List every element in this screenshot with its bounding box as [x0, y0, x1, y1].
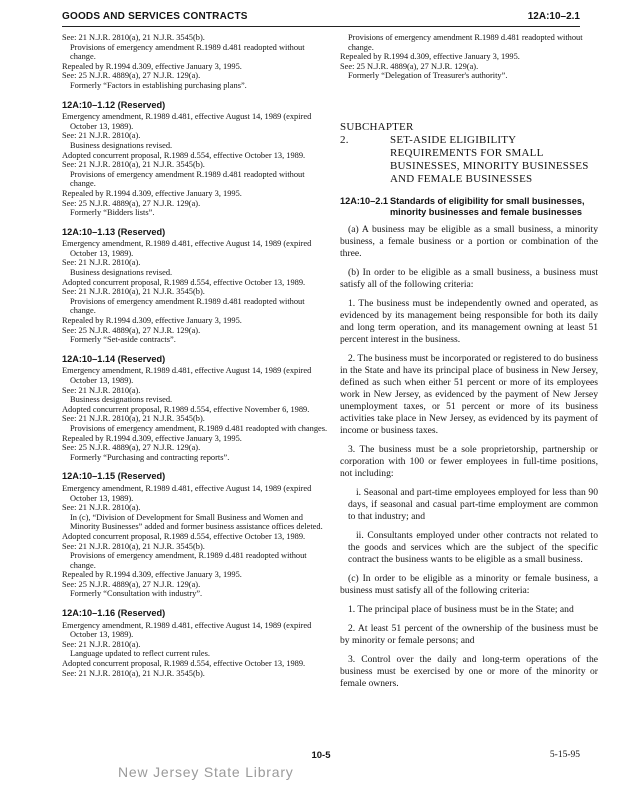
section-heading: 12A:10–1.14 (Reserved)	[62, 353, 166, 364]
right-source-notes	[340, 33, 598, 81]
source-note-line: See: 25 N.J.R. 4889(a), 27 N.J.R. 129(a).	[62, 443, 201, 453]
source-note-line: See: 25 N.J.R. 4889(a), 27 N.J.R. 129(a).	[62, 198, 201, 208]
source-note-line: See: 25 N.J.R. 4889(a), 27 N.J.R. 129(a).	[62, 325, 201, 335]
source-note-line: Provisions of emergency amendment, R.1989 d.481 readopted with changes.	[70, 423, 328, 433]
rule-paragraph: (b) In order to be eligible as a small business, a business must satisfy all of the following criteria:	[340, 266, 598, 290]
supplement-date: 5-15-95	[549, 750, 580, 760]
section-heading: 12A:10–1.15 (Reserved)	[62, 471, 166, 482]
source-note-line: Emergency amendment, R.1989 d.481, effective August 14, 1989 (expired October 13, 1989).	[62, 620, 312, 640]
source-note-line: See: 21 N.J.R. 2810(a).	[62, 503, 141, 513]
source-note-line: Emergency amendment, R.1989 d.481, effective August 14, 1989 (expired October 13, 1989).	[62, 366, 312, 385]
source-note-line: Provisions of emergency amendment, R.1989 d.481 readopted without change.	[70, 551, 307, 570]
subchapter-title: SET-ASIDE ELIGIBILITY REQUIREMENTS FOR SMALL BUSINESSES, MINORITY BUSINESSES AND FEMALE BUSINESSES	[390, 133, 589, 185]
source-note-line: Repealed by R.1994 d.309, effective January 3, 1995.	[62, 316, 242, 326]
rule-paragraph: 2. At least 51 percent of the ownership of the business must be by minority or female persons; and	[340, 622, 598, 646]
right-column	[340, 33, 598, 697]
section-block	[62, 33, 328, 91]
rule-number: 12A:10–2.1	[340, 195, 389, 206]
rule-paragraph: 3. The business must be a sole proprietorship, partnership or corporation with 100 or fewer employees in full-time positions, not including:	[340, 443, 598, 479]
source-note-line: Formerly “Set-aside contracts”.	[70, 335, 176, 345]
source-note-line: Emergency amendment, R.1989 d.481, effective August 14, 1989 (expired October 13, 1989).	[62, 239, 312, 258]
source-note-line: See: 25 N.J.R. 4889(a), 27 N.J.R. 129(a).	[62, 579, 201, 589]
source-note-line: Business designations revised.	[70, 268, 173, 278]
section-heading: 12A:10–1.12 (Reserved)	[62, 99, 166, 110]
source-note-line: See: 21 N.J.R. 2810(a), 21 N.J.R. 3545(b).	[62, 33, 205, 42]
source-note-line: Formerly “Bidders lists”.	[70, 208, 155, 218]
source-note-line: Repealed by R.1994 d.309, effective January 3, 1995.	[62, 433, 242, 443]
source-note-line: Formerly “Purchasing and contracting reports”.	[70, 452, 230, 462]
rule-body	[340, 224, 598, 690]
rule-paragraph: 1. The principal place of business must be in the State; and	[348, 603, 574, 615]
source-note-line: Provisions of emergency amendment R.1989 d.481 readopted without change.	[70, 42, 305, 62]
section-block	[62, 472, 328, 599]
source-note-line: See: 21 N.J.R. 2810(a).	[62, 258, 141, 268]
page-number: 10-5	[311, 750, 331, 761]
source-note-line: See: 25 N.J.R. 4889(a), 27 N.J.R. 129(a).	[62, 71, 201, 81]
source-note-line: Emergency amendment, R.1989 d.481, effective August 14, 1989 (expired October 13, 1989).	[62, 483, 312, 503]
rule-title: Standards of eligibility for small businesses, minority businesses and female businesses	[390, 195, 585, 217]
source-note-line: Business designations revised.	[70, 140, 173, 150]
source-note-line: Formerly “Factors in establishing purchasing plans”.	[70, 80, 247, 90]
section-block	[62, 355, 328, 463]
section-heading: 12A:10–1.13 (Reserved)	[62, 226, 166, 237]
source-note-line: Formerly “Delegation of Treasurer's authority”.	[348, 71, 508, 81]
running-header	[62, 10, 580, 27]
source-note-line: Adopted concurrent proposal, R.1989 d.554, effective October 13, 1989.	[62, 531, 306, 541]
source-note-line: In (c), “Division of Development for Small Business and Women and Minority Businesses” added and former business assistance offices deleted.	[70, 512, 323, 532]
source-note-line: Provisions of emergency amendment R.1989 d.481 readopted without change.	[348, 33, 583, 52]
left-column	[62, 33, 328, 678]
source-note-line: Provisions of emergency amendment R.1989 d.481 readopted without change.	[70, 296, 305, 316]
source-note-line: See: 21 N.J.R. 2810(a).	[62, 385, 141, 395]
rule-paragraph: i. Seasonal and part-time employees employed for less than 90 days, if seasonal and casual part-time employment are common to that industry; and	[348, 486, 598, 522]
rule-paragraph: 3. Control over the daily and long-term operations of the business must be exercised by one or more of the minority or female owners.	[340, 653, 598, 689]
source-note-line: Business designations revised.	[70, 395, 173, 405]
section-block	[62, 228, 328, 345]
source-note-line: See: 21 N.J.R. 2810(a), 21 N.J.R. 3545(b).	[62, 668, 205, 678]
rule-paragraph: 1. The business must be independently owned and operated, as evidenced by its management being responsible for both its daily and long term operation, and its management owning at least 51 percent interest in the business.	[340, 297, 598, 345]
source-note-line: Repealed by R.1994 d.309, effective January 3, 1995.	[62, 61, 242, 71]
source-note-line: Formerly “Consultation with industry”.	[70, 589, 203, 599]
rule-heading	[340, 196, 598, 218]
header-title: GOODS AND SERVICES CONTRACTS	[62, 11, 248, 22]
subchapter-label: SUBCHAPTER 2.	[340, 120, 414, 146]
rule-paragraph: ii. Consultants employed under other contracts not related to the goods and services which are the subject of the specific contract the business wants to be eligible as a small business.	[348, 529, 598, 565]
rule-paragraph: 2. The business must be incorporated or registered to do business in the State and have its principal place of business in New Jersey, defined as such when either 51 percent or more of its employees work in New Jersey, as evidenced by the payment of New Jersey unemployment taxes, or 51 percent or more of its business activities take place in New Jersey, as evidenced by its payment of income or business taxes.	[340, 352, 599, 436]
section-block	[62, 101, 328, 218]
source-note-line: See: 21 N.J.R. 2810(a), 21 N.J.R. 3545(b).	[62, 160, 205, 170]
source-note-line: Adopted concurrent proposal, R.1989 d.554, effective October 13, 1989.	[62, 277, 306, 287]
rule-paragraph: (a) A business may be eligible as a small business, a minority business, a female business or a portion or combination of the three.	[340, 223, 598, 259]
source-note-line: Repealed by R.1994 d.309, effective January 3, 1995.	[62, 570, 242, 580]
source-note-line: Repealed by R.1994 d.309, effective January 3, 1995.	[62, 188, 242, 198]
source-note-line: Language updated to reflect current rules.	[70, 649, 210, 659]
source-note-line: Repealed by R.1994 d.309, effective January 3, 1995.	[340, 52, 520, 62]
subchapter-heading	[340, 121, 598, 186]
source-note-line: See: 21 N.J.R. 2810(a).	[62, 131, 141, 141]
section-heading: 12A:10–1.16 (Reserved)	[62, 608, 166, 619]
source-note-line: See: 21 N.J.R. 2810(a), 21 N.J.R. 3545(b).	[62, 414, 205, 424]
source-note-line: Adopted concurrent proposal, R.1989 d.554, effective November 6, 1989.	[62, 404, 310, 414]
header-section-number: 12A:10–2.1	[527, 11, 580, 22]
source-note-line: See: 21 N.J.R. 2810(a), 21 N.J.R. 3545(b).	[62, 541, 205, 551]
source-note-line: Emergency amendment, R.1989 d.481, effective August 14, 1989 (expired October 13, 1989).	[62, 112, 312, 131]
section-block	[62, 609, 328, 678]
source-note-line: Adopted concurrent proposal, R.1989 d.554, effective October 13, 1989.	[62, 659, 306, 669]
source-note-line: Adopted concurrent proposal, R.1989 d.554, effective October 13, 1989.	[62, 150, 306, 160]
source-note-line: Provisions of emergency amendment R.1989 d.481 readopted without change.	[70, 169, 305, 189]
library-stamp: New Jersey State Library	[118, 764, 294, 780]
source-note-line: See: 21 N.J.R. 2810(a).	[62, 639, 141, 649]
page-footer	[62, 750, 580, 764]
source-note-line: See: 25 N.J.R. 4889(a), 27 N.J.R. 129(a).	[340, 61, 479, 71]
source-note-line: See: 21 N.J.R. 2810(a), 21 N.J.R. 3545(b).	[62, 287, 205, 297]
rule-paragraph: (c) In order to be eligible as a minority or female business, a business must satisfy all of the following criteria:	[340, 572, 598, 596]
